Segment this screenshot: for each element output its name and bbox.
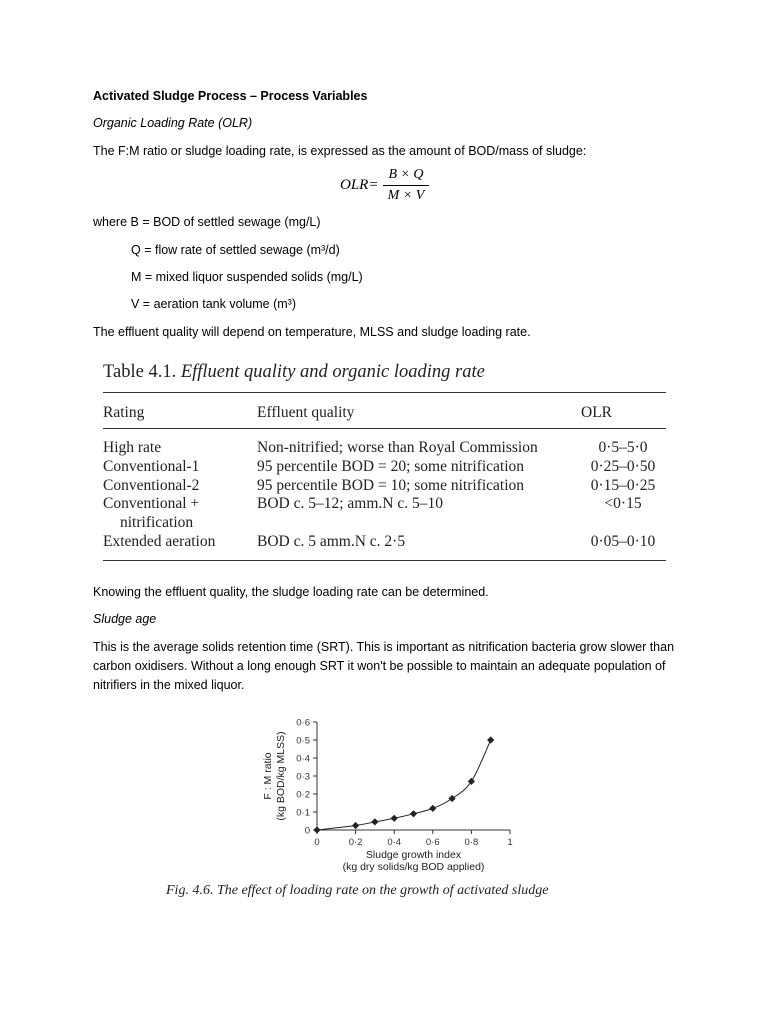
y-tick-label: 0·3 (296, 771, 310, 783)
y-tick-label: 0·6 (296, 717, 310, 729)
table-row-rating: Extended aeration (103, 533, 216, 550)
x-tick-label: 0·4 (387, 837, 402, 848)
table-caption-number: Table 4.1. (103, 362, 177, 382)
effluent-paragraph: The effluent quality will depend on temperature, MLSS and sludge loading rate. (93, 325, 531, 339)
table-caption-title: Effluent quality and organic loading rate (180, 362, 485, 382)
data-point-marker (313, 826, 320, 833)
x-axis-label-units: (kg dry solids/kg BOD applied) (342, 861, 485, 873)
table-row-rating: Conventional-2 (103, 477, 200, 494)
where-q-line: Q = flow rate of settled sewage (m³/d) (131, 243, 340, 257)
table-row-olr: 0·5–5·0 (598, 439, 648, 456)
document-title: Activated Sludge Process – Process Variables (93, 89, 368, 103)
x-axis-label: Sludge growth index (365, 849, 462, 861)
olr-heading: Organic Loading Rate (OLR) (93, 116, 253, 130)
series-line (317, 740, 491, 830)
data-point-marker (352, 822, 359, 829)
data-point-marker (410, 810, 417, 817)
table-row-quality: Non-nitrified; worse than Royal Commission (257, 439, 538, 456)
knowing-paragraph: Knowing the effluent quality, the sludge loading rate can be determined. (93, 585, 489, 599)
table-row-quality: BOD c. 5–12; amm.N c. 5–10 (257, 495, 443, 512)
fm-intro-paragraph: The F:M ratio or sludge loading rate, is expressed as the amount of BOD/mass of sludge: (93, 144, 587, 158)
y-tick-label: 0·2 (296, 789, 310, 801)
sludge-age-heading: Sludge age (93, 612, 157, 626)
table-row-rating-continued: nitrification (120, 514, 194, 531)
table-row-olr: 0·05–0·10 (590, 533, 656, 550)
figure-4-6 (160, 712, 560, 907)
x-tick-label: 1 (507, 837, 513, 848)
data-point-marker (391, 815, 398, 822)
x-tick-label: 0·8 (464, 837, 479, 848)
data-point-marker (487, 736, 494, 743)
table-bottom-rule (103, 560, 666, 561)
table-row-rating: High rate (103, 439, 162, 456)
formula-lhs: OLR= (340, 177, 379, 193)
y-axis-label: F : M ratio (262, 752, 274, 800)
data-point-marker (468, 778, 475, 785)
sludge-age-paragraph: This is the average solids retention time (SRT). This is important as nitrification bacteria grow slower than carbon oxidisers. Without a long enough SRT it won't be possible to maintain an adequate population of nitrifiers in the mixed liquor. (93, 640, 675, 692)
data-point-marker (371, 818, 378, 825)
table-row-quality: 95 percentile BOD = 10; some nitrification (257, 477, 525, 494)
where-m-line: M = mixed liquor suspended solids (mg/L) (131, 270, 363, 284)
table-header-olr: OLR (581, 404, 612, 421)
olr-formula (340, 166, 440, 206)
x-tick-label: 0·2 (348, 837, 363, 848)
table-row-quality: BOD c. 5 amm.N c. 2·5 (257, 533, 406, 550)
fm-ratio-chart (160, 712, 560, 882)
y-tick-label: 0·1 (296, 807, 310, 819)
figure-caption: Fig. 4.6. The effect of loading rate on the growth of activated sludge (166, 883, 549, 898)
formula-denominator: M × V (387, 188, 425, 203)
formula-fraction (383, 166, 429, 205)
data-point-marker (449, 795, 456, 802)
y-tick-label: 0·5 (296, 735, 310, 747)
table-header-quality: Effluent quality (257, 404, 355, 421)
where-v-line: V = aeration tank volume (m³) (131, 297, 296, 311)
table-header-rule (103, 428, 666, 429)
table-row-olr: 0·15–0·25 (590, 477, 656, 494)
table-row-rating: Conventional + (103, 495, 200, 512)
x-tick-label: 0 (314, 837, 320, 848)
y-tick-label: 0·4 (296, 753, 310, 765)
table-top-rule (103, 392, 666, 393)
effluent-quality-table (103, 362, 666, 567)
y-axis-label-units: (kg BOD/kg MLSS) (275, 731, 287, 821)
x-tick-label: 0·6 (425, 837, 440, 848)
table-caption (103, 362, 485, 383)
table-row-rating: Conventional-1 (103, 458, 200, 475)
fraction-bar (383, 185, 429, 186)
where-b-line: where B = BOD of settled sewage (mg/L) (93, 215, 321, 229)
y-tick-label: 0 (304, 825, 310, 837)
formula-numerator: B × Q (388, 167, 424, 182)
table-header-rating: Rating (103, 404, 145, 421)
table-row-olr: 0·25–0·50 (590, 458, 656, 475)
table-row-olr: <0·15 (604, 495, 642, 512)
data-point-marker (429, 805, 436, 812)
table-row-quality: 95 percentile BOD = 20; some nitrification (257, 458, 525, 475)
